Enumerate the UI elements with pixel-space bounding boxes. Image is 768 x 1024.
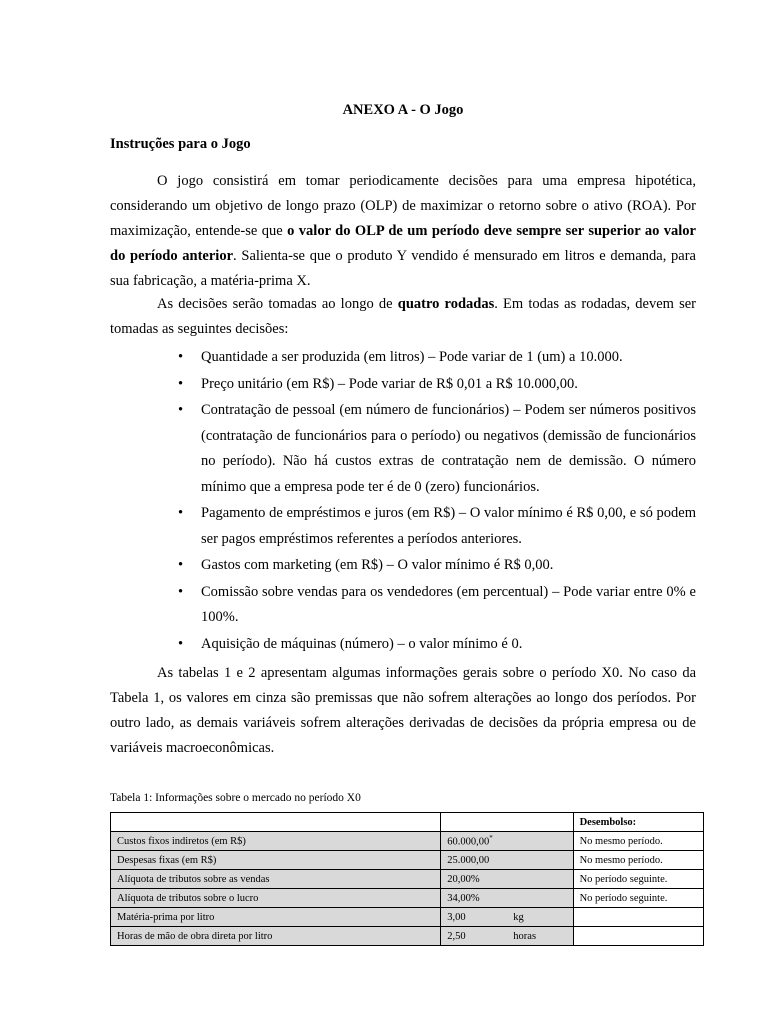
decision-list [178,345,696,658]
list-item-text: Aquisição de máquinas (número) – o valor mínimo é 0. [201,635,523,652]
list-item-text: Gastos com marketing (em R$) – O valor mínimo é R$ 0,00. [201,557,554,573]
row-label: Horas de mão de obra direta por litro [111,927,441,946]
value-text: 25.000,00 [447,854,490,866]
list-item [178,501,696,552]
paragraph-intro-text-c: . Salienta-se que o produto Y vendido é mensurado em litros e demanda, para sua fabricação, a matéria-prima X. [110,248,696,289]
row-label: Despesas fixas (em R$) [111,851,441,870]
value-footnote-mark: * [489,834,493,843]
paragraph-decisions-text-c: . Em todas as rodadas, devem ser tomadas as seguintes decisões: [110,296,696,337]
row-desembolso [573,908,703,927]
table-row [111,927,704,946]
list-item-text: Preço unitário (em R$) – Pode variar de R$ 0,01 a R$ 10.000,00. [201,375,578,392]
paragraph-intro-text-a: O jogo consistirá em tomar periodicamente decisões para uma empresa hipotética, considerando um objetivo de longo prazo (OLP) de maximizar o retorno sobre o ativo (ROA). Por maximização, entende-se que [110,173,696,239]
value-unit: kg [513,911,524,923]
row-label: Matéria-prima por litro [111,908,441,927]
row-value [441,927,573,946]
value-text: 34,00% [447,892,480,904]
row-desembolso: No período seguinte. [573,889,703,908]
value-text: 60.000,00 [447,836,490,848]
bullet-icon: • [178,375,184,392]
row-value [441,870,573,889]
row-desembolso: No mesmo período. [573,851,703,870]
bullet-icon: • [178,505,184,521]
list-item [178,398,696,500]
row-value [441,889,573,908]
value-text: 20,00% [447,873,480,885]
header-desembolso: Desembolso: [573,813,703,832]
bullet-icon: • [178,557,184,573]
header-empty-cell [111,813,441,832]
paragraph-decisions [110,292,696,342]
table-row [111,832,704,851]
table-caption: Tabela 1: Informações sobre o mercado no período X0 [110,792,361,804]
row-value [441,832,573,851]
value-text: 2,50 [447,930,466,942]
paragraph-intro [110,169,696,294]
list-item-text: Quantidade a ser produzida (em litros) – Pode variar de 1 (um) a 10.000. [201,349,623,365]
row-value [441,851,573,870]
row-value [441,908,573,927]
list-item-text: Contratação de pessoal (em número de funcionários) – Podem ser números positivos (contratação de funcionários para o período) ou negativos (demissão de funcionários no período). Não há custos extras de contratação nem de demissão. O número mínimo que a empresa pode ter é de 0 (zero) funcionários. [201,402,696,495]
bullet-icon: • [178,583,184,600]
section-heading: Instruções para o Jogo [110,136,251,152]
value-text: 3,00 [447,911,466,923]
table-row [111,870,704,889]
list-item [178,553,696,579]
bullet-icon: • [178,349,184,365]
row-desembolso: No mesmo período. [573,832,703,851]
table-row [111,889,704,908]
paragraph-decisions-bold: quatro rodadas [397,296,495,312]
list-item [178,372,696,398]
bullet-icon: • [178,635,184,652]
list-item [178,580,696,631]
table-header-row [111,813,704,832]
table-row [111,908,704,927]
value-unit: horas [513,930,537,942]
bullet-icon: • [178,402,184,418]
paragraph-tables: As tabelas 1 e 2 apresentam algumas informações gerais sobre o período X0. No caso da Tabela 1, os valores em cinza são premissas que não sofrem alterações ao longo dos períodos. Por outro lado, as demais variáveis sofrem alterações derivadas de decisões da própria empresa ou de variáveis macroeconômicas. [110,665,696,756]
table-row [111,851,704,870]
list-item [178,345,696,371]
paragraph-decisions-text-a: As decisões serão tomadas ao longo de [157,296,398,312]
row-label: Alíquota de tributos sobre as vendas [111,870,441,889]
row-label: Alíquota de tributos sobre o lucro [111,889,441,908]
market-info-table [110,812,704,946]
header-empty-cell [441,813,573,832]
row-label: Custos fixos indiretos (em R$) [111,832,441,851]
page-title: ANEXO A - O Jogo [342,102,464,118]
row-desembolso [573,927,703,946]
row-desembolso: No período seguinte. [573,870,703,889]
list-item-text: Pagamento de empréstimos e juros (em R$) – O valor mínimo é R$ 0,00, e só podem ser pagos empréstimos referentes a períodos anteriores. [201,505,696,547]
list-item-text: Comissão sobre vendas para os vendedores (em percentual) – Pode variar entre 0% e 100%. [201,583,696,625]
paragraph-intro-bold: o valor do OLP de um período deve sempre ser superior ao valor do período anterior [110,223,696,264]
list-item [178,632,696,658]
